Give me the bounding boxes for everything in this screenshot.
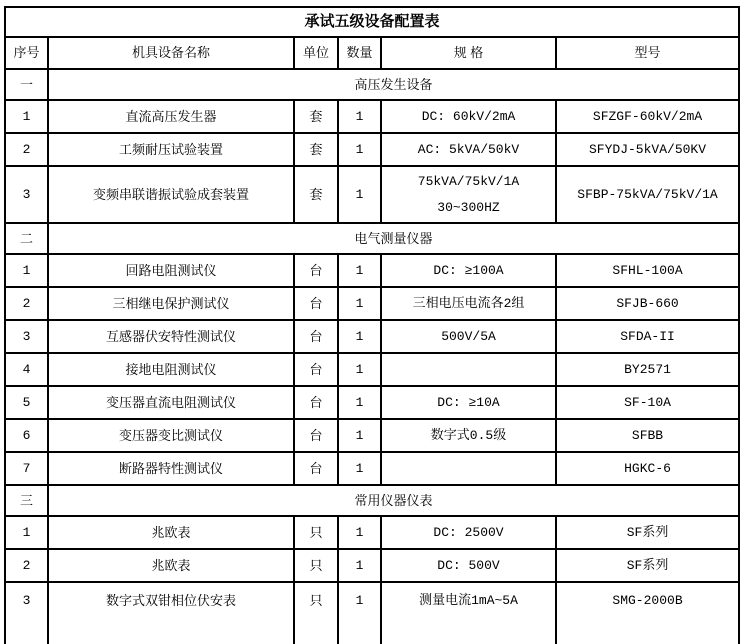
equipment-row xyxy=(5,549,739,582)
cell-qty: 1 xyxy=(338,419,381,452)
cell-name: 变压器变比测试仪 xyxy=(48,419,294,452)
cell-unit: 台 xyxy=(294,419,338,452)
section-index-cell: 二 xyxy=(5,223,48,254)
equipment-row xyxy=(5,582,739,644)
cell-no: 1 xyxy=(5,516,48,549)
spec-line: 测量电流1mA~5A xyxy=(419,593,518,608)
section-label-cell: 电气测量仪器 xyxy=(48,223,739,254)
cell-model: SFJB-660 xyxy=(556,287,739,320)
cell-unit: 只 xyxy=(294,582,338,644)
cell-unit: 只 xyxy=(294,549,338,582)
cell-unit: 只 xyxy=(294,516,338,549)
cell-model: SF系列 xyxy=(556,549,739,582)
cell-qty: 1 xyxy=(338,320,381,353)
cell-qty: 1 xyxy=(338,254,381,287)
cell-qty: 1 xyxy=(338,100,381,133)
cell-name: 兆欧表 xyxy=(48,549,294,582)
cell-spec: 三相电压电流各2组 xyxy=(381,287,556,320)
cell-name: 工频耐压试验装置 xyxy=(48,133,294,166)
section-index-cell: 一 xyxy=(5,69,48,100)
cell-model: SFZGF-60kV/2mA xyxy=(556,100,739,133)
equipment-row xyxy=(5,386,739,419)
cell-name: 三相继电保护测试仪 xyxy=(48,287,294,320)
cell-model: SFBB xyxy=(556,419,739,452)
cell-no: 2 xyxy=(5,287,48,320)
section-label-cell: 常用仪器仪表 xyxy=(48,485,739,516)
cell-model: SMG-2000B xyxy=(556,582,739,644)
cell-model: SFBP-75kVA/75kV/1A xyxy=(556,166,739,223)
col-header-name: 机具设备名称 xyxy=(48,37,294,69)
section-row xyxy=(5,69,739,100)
cell-name: 互感器伏安特性测试仪 xyxy=(48,320,294,353)
cell-model: SFDA-II xyxy=(556,320,739,353)
cell-qty: 1 xyxy=(338,452,381,485)
col-header-qty: 数量 xyxy=(338,37,381,69)
cell-no: 7 xyxy=(5,452,48,485)
cell-no: 4 xyxy=(5,353,48,386)
cell-unit: 台 xyxy=(294,254,338,287)
col-header-no: 序号 xyxy=(5,37,48,69)
cell-no: 5 xyxy=(5,386,48,419)
col-header-model: 型号 xyxy=(556,37,739,69)
equipment-row xyxy=(5,419,739,452)
cell-model: BY2571 xyxy=(556,353,739,386)
cell-name: 断路器特性测试仪 xyxy=(48,452,294,485)
cell-spec: AC: 5kVA/50kV xyxy=(381,133,556,166)
equipment-row xyxy=(5,452,739,485)
cell-no: 1 xyxy=(5,100,48,133)
equipment-row xyxy=(5,166,739,223)
equipment-row xyxy=(5,133,739,166)
cell-name: 数字式双钳相位伏安表 xyxy=(48,582,294,644)
spec-line: 75kVA/75kV/1A xyxy=(417,173,520,189)
spec-line: 30~300HZ xyxy=(437,199,500,215)
section-label-cell: 高压发生设备 xyxy=(48,69,739,100)
cell-name: 变频串联谐振试验成套装置 xyxy=(48,166,294,223)
cell-qty: 1 xyxy=(338,582,381,644)
cell-qty: 1 xyxy=(338,516,381,549)
cell-spec xyxy=(381,166,556,223)
cell-unit: 台 xyxy=(294,386,338,419)
cell-name: 直流高压发生器 xyxy=(48,100,294,133)
cell-no: 3 xyxy=(5,166,48,223)
cell-model: HGKC-6 xyxy=(556,452,739,485)
cell-spec xyxy=(381,353,556,386)
cell-spec: DC: 60kV/2mA xyxy=(381,100,556,133)
cell-qty: 1 xyxy=(338,549,381,582)
section-row xyxy=(5,223,739,254)
cell-no: 1 xyxy=(5,254,48,287)
cell-unit: 套 xyxy=(294,166,338,223)
cell-spec: DC: 500V xyxy=(381,549,556,582)
cell-no: 3 xyxy=(5,582,48,644)
col-header-unit: 单位 xyxy=(294,37,338,69)
cell-qty: 1 xyxy=(338,353,381,386)
cell-spec: DC: ≥100A xyxy=(381,254,556,287)
cell-name: 变压器直流电阻测试仪 xyxy=(48,386,294,419)
col-header-spec: 规 格 xyxy=(381,37,556,69)
title-row xyxy=(5,7,739,37)
cell-no: 3 xyxy=(5,320,48,353)
equipment-row xyxy=(5,353,739,386)
cell-unit: 台 xyxy=(294,287,338,320)
cell-spec xyxy=(381,582,556,644)
equipment-row xyxy=(5,100,739,133)
cell-qty: 1 xyxy=(338,287,381,320)
cell-spec: DC: 2500V xyxy=(381,516,556,549)
table-body xyxy=(5,69,739,644)
equipment-config-table xyxy=(4,6,740,644)
cell-qty: 1 xyxy=(338,133,381,166)
cell-model: SF系列 xyxy=(556,516,739,549)
equipment-row xyxy=(5,287,739,320)
cell-spec: 数字式0.5级 xyxy=(381,419,556,452)
cell-unit: 套 xyxy=(294,133,338,166)
section-row xyxy=(5,485,739,516)
cell-no: 6 xyxy=(5,419,48,452)
cell-unit: 台 xyxy=(294,452,338,485)
cell-model: SFHL-100A xyxy=(556,254,739,287)
cell-unit: 套 xyxy=(294,100,338,133)
cell-spec xyxy=(381,452,556,485)
cell-model: SFYDJ-5kVA/50KV xyxy=(556,133,739,166)
table-title: 承试五级设备配置表 xyxy=(5,7,739,37)
cell-spec: 500V/5A xyxy=(381,320,556,353)
cell-unit: 台 xyxy=(294,320,338,353)
equipment-row xyxy=(5,254,739,287)
cell-qty: 1 xyxy=(338,166,381,223)
cell-name: 回路电阻测试仪 xyxy=(48,254,294,287)
equipment-row xyxy=(5,320,739,353)
cell-spec: DC: ≥10A xyxy=(381,386,556,419)
cell-unit: 台 xyxy=(294,353,338,386)
equipment-row xyxy=(5,516,739,549)
column-header-row xyxy=(5,37,739,69)
section-index-cell: 三 xyxy=(5,485,48,516)
cell-model: SF-10A xyxy=(556,386,739,419)
cell-name: 接地电阻测试仪 xyxy=(48,353,294,386)
cell-qty: 1 xyxy=(338,386,381,419)
cell-name: 兆欧表 xyxy=(48,516,294,549)
cell-no: 2 xyxy=(5,133,48,166)
cell-no: 2 xyxy=(5,549,48,582)
